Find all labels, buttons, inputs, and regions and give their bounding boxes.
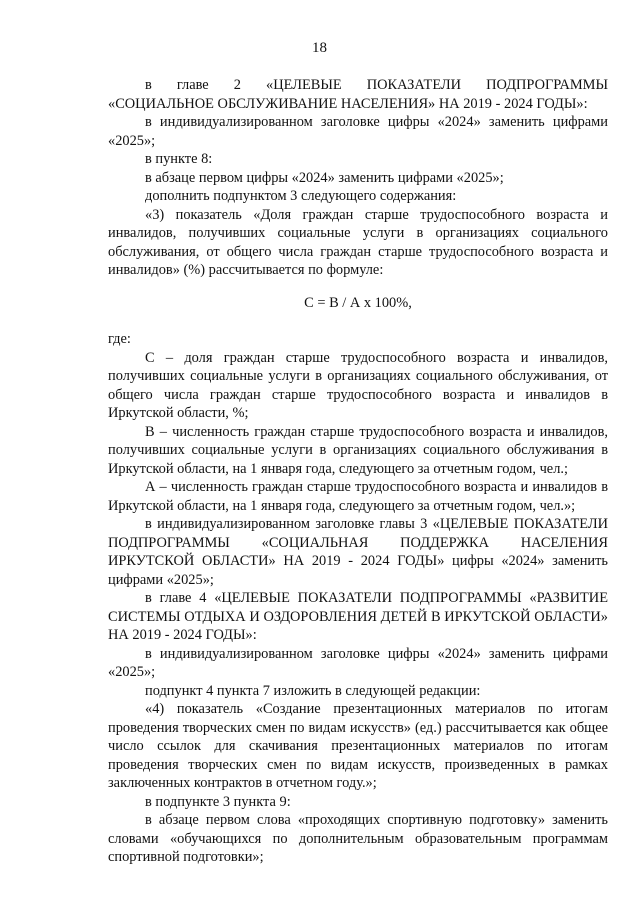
- paragraph: в абзаце первом слова «проходящих спортивную подготовку» заменить словами «обучающихся по дополнительным образовательным программам спортивной подготовки»;: [108, 812, 608, 865]
- paragraph: в главе 4 «ЦЕЛЕВЫЕ ПОКАЗАТЕЛИ ПОДПРОГРАММЫ «РАЗВИТИЕ СИСТЕМЫ ОТДЫХА И ОЗДОРОВЛЕНИЯ ДЕТЕЙ В ИРКУТСКОЙ ОБЛАСТИ» НА 2019 - 2024 ГОДЫ»:: [108, 590, 608, 643]
- paragraph: в индивидуализированном заголовке главы 3 «ЦЕЛЕВЫЕ ПОКАЗАТЕЛИ ПОДПРОГРАММЫ «СОЦИАЛЬНАЯ ПОДДЕРЖКА НАСЕЛЕНИЯ ИРКУТСКОЙ ОБЛАСТИ» НА 2019 - 2024 ГОДЫ» цифры «2024» заменить цифрами «2025»;: [108, 516, 608, 588]
- paragraph: С – доля граждан старше трудоспособного возраста и инвалидов, получивших социальные услуги в организациях социального обслуживания, от общего числа граждан старше трудоспособного возраста и инвалидов в Иркутской области, %;: [108, 349, 608, 421]
- paragraph: в подпункте 3 пункта 9:: [145, 793, 291, 810]
- paragraph: В – численность граждан старше трудоспособного возраста и инвалидов, получивших социальные услуги в организациях социального обслуживания в Иркутской области, на 1 января года, следующего за отчетным годом, чел.;: [108, 423, 608, 477]
- paragraph: в индивидуализированном заголовке цифры «2024» заменить цифрами «2025»;: [108, 114, 608, 149]
- paragraph: «3) показатель «Доля граждан старше трудоспособного возраста и инвалидов, получивших социальные услуги в организациях социального обслуживания, от общего числа граждан старше трудоспособного возраста и инвалидов» (%) рассчитывается по формуле:: [108, 206, 608, 278]
- formula: С = В / А х 100%,: [304, 294, 412, 311]
- paragraph: дополнить подпунктом 3 следующего содержания:: [145, 188, 457, 204]
- document-body: [108, 76, 608, 867]
- paragraph: в абзаце первом цифры «2024» заменить цифрами «2025»;: [145, 169, 504, 186]
- paragraph: где:: [108, 331, 131, 347]
- paragraph: «4) показатель «Создание презентационных материалов по итогам проведения творческих смен по видам искусств» (ед.) рассчитывается как общее число ссылок для скачивания презентационных материалов по итогам проведения творческих смен по видам искусств, произведенных в рамках заключенных контрактов в отчетном году.»;: [108, 701, 608, 791]
- paragraph: в индивидуализированном заголовке цифры «2024» заменить цифрами «2025»;: [108, 645, 608, 680]
- paragraph: А – численность граждан старше трудоспособного возраста и инвалидов в Иркутской области, на 1 января года, следующего за отчетным годом, чел.»;: [108, 479, 608, 514]
- page-number: 18: [312, 40, 327, 56]
- paragraph: в главе 2 «ЦЕЛЕВЫЕ ПОКАЗАТЕЛИ ПОДПРОГРАММЫ «СОЦИАЛЬНОЕ ОБСЛУЖИВАНИЕ НАСЕЛЕНИЯ» НА 2019 - 2024 ГОДЫ»:: [108, 77, 608, 112]
- paragraph: в пункте 8:: [145, 151, 213, 167]
- paragraph: подпункт 4 пункта 7 изложить в следующей редакции:: [145, 682, 481, 699]
